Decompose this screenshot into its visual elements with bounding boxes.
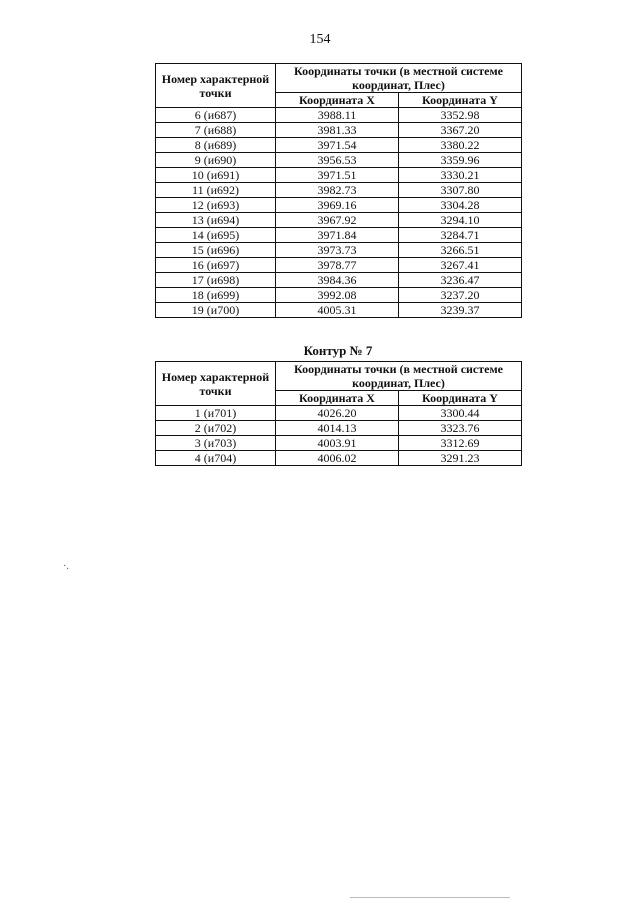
cell-x: 4003.91 bbox=[276, 436, 399, 451]
cell-point: 7 (и688) bbox=[156, 123, 276, 138]
table-row bbox=[156, 303, 522, 318]
header-point: Номер характерной точки bbox=[156, 64, 276, 108]
cell-x: 4014.13 bbox=[276, 421, 399, 436]
table-row bbox=[156, 273, 522, 288]
cell-y: 3367.20 bbox=[399, 123, 522, 138]
scan-speck: ·. bbox=[63, 561, 69, 572]
table-row bbox=[156, 243, 522, 258]
table-row bbox=[156, 198, 522, 213]
cell-x: 3967.92 bbox=[276, 213, 399, 228]
cell-point: 19 (и700) bbox=[156, 303, 276, 318]
header-y: Координата Y bbox=[399, 93, 522, 108]
cell-point: 6 (и687) bbox=[156, 108, 276, 123]
cell-point: 1 (и701) bbox=[156, 406, 276, 421]
table-row bbox=[156, 421, 522, 436]
cell-y: 3330.21 bbox=[399, 168, 522, 183]
table-row bbox=[156, 451, 522, 466]
coordinates-table-2 bbox=[155, 361, 522, 466]
table-2-body bbox=[156, 406, 522, 466]
cell-x: 3971.51 bbox=[276, 168, 399, 183]
header-y: Координата Y bbox=[399, 391, 522, 406]
cell-x: 3971.84 bbox=[276, 228, 399, 243]
cell-y: 3294.10 bbox=[399, 213, 522, 228]
cell-point: 15 (и696) bbox=[156, 243, 276, 258]
cell-x: 3982.73 bbox=[276, 183, 399, 198]
cell-x: 3992.08 bbox=[276, 288, 399, 303]
table-row bbox=[156, 288, 522, 303]
cell-point: 9 (и690) bbox=[156, 153, 276, 168]
cell-point: 4 (и704) bbox=[156, 451, 276, 466]
table-row bbox=[156, 153, 522, 168]
cell-x: 3956.53 bbox=[276, 153, 399, 168]
header-x: Координата X bbox=[276, 391, 399, 406]
cell-point: 18 (и699) bbox=[156, 288, 276, 303]
scan-edge-line bbox=[350, 897, 510, 898]
header-x: Координата X bbox=[276, 93, 399, 108]
cell-y: 3291.23 bbox=[399, 451, 522, 466]
cell-y: 3284.71 bbox=[399, 228, 522, 243]
table-row bbox=[156, 406, 522, 421]
cell-x: 3969.16 bbox=[276, 198, 399, 213]
contour-title: Контур № 7 bbox=[303, 343, 373, 358]
table-row bbox=[156, 108, 522, 123]
cell-y: 3267.41 bbox=[399, 258, 522, 273]
cell-point: 14 (и695) bbox=[156, 228, 276, 243]
cell-y: 3236.47 bbox=[399, 273, 522, 288]
cell-y: 3380.22 bbox=[399, 138, 522, 153]
cell-y: 3304.28 bbox=[399, 198, 522, 213]
cell-point: 13 (и694) bbox=[156, 213, 276, 228]
table-row bbox=[156, 213, 522, 228]
cell-x: 3988.11 bbox=[276, 108, 399, 123]
cell-y: 3352.98 bbox=[399, 108, 522, 123]
cell-y: 3307.80 bbox=[399, 183, 522, 198]
cell-y: 3239.37 bbox=[399, 303, 522, 318]
cell-point: 10 (и691) bbox=[156, 168, 276, 183]
cell-point: 8 (и689) bbox=[156, 138, 276, 153]
header-point: Номер характерной точки bbox=[156, 362, 276, 406]
cell-y: 3237.20 bbox=[399, 288, 522, 303]
cell-x: 4005.31 bbox=[276, 303, 399, 318]
table-row bbox=[156, 228, 522, 243]
cell-x: 3981.33 bbox=[276, 123, 399, 138]
coordinates-table-1 bbox=[155, 63, 522, 318]
header-coords-group: Координаты точки (в местной системе координат, Плес) bbox=[276, 64, 522, 93]
table-1-body bbox=[156, 108, 522, 318]
table-row bbox=[156, 183, 522, 198]
cell-y: 3359.96 bbox=[399, 153, 522, 168]
cell-point: 12 (и693) bbox=[156, 198, 276, 213]
table-row bbox=[156, 436, 522, 451]
cell-point: 11 (и692) bbox=[156, 183, 276, 198]
cell-point: 2 (и702) bbox=[156, 421, 276, 436]
cell-y: 3266.51 bbox=[399, 243, 522, 258]
table-row bbox=[156, 258, 522, 273]
cell-point: 3 (и703) bbox=[156, 436, 276, 451]
cell-x: 3971.54 bbox=[276, 138, 399, 153]
header-coords-group: Координаты точки (в местной системе координат, Плес) bbox=[276, 362, 522, 391]
cell-x: 4006.02 bbox=[276, 451, 399, 466]
cell-y: 3312.69 bbox=[399, 436, 522, 451]
cell-x: 3978.77 bbox=[276, 258, 399, 273]
cell-x: 3973.73 bbox=[276, 243, 399, 258]
cell-point: 17 (и698) bbox=[156, 273, 276, 288]
cell-point: 16 (и697) bbox=[156, 258, 276, 273]
table-row bbox=[156, 168, 522, 183]
cell-y: 3323.76 bbox=[399, 421, 522, 436]
page-number: 154 bbox=[309, 32, 331, 47]
cell-x: 4026.20 bbox=[276, 406, 399, 421]
table-row bbox=[156, 138, 522, 153]
cell-y: 3300.44 bbox=[399, 406, 522, 421]
cell-x: 3984.36 bbox=[276, 273, 399, 288]
table-row bbox=[156, 123, 522, 138]
